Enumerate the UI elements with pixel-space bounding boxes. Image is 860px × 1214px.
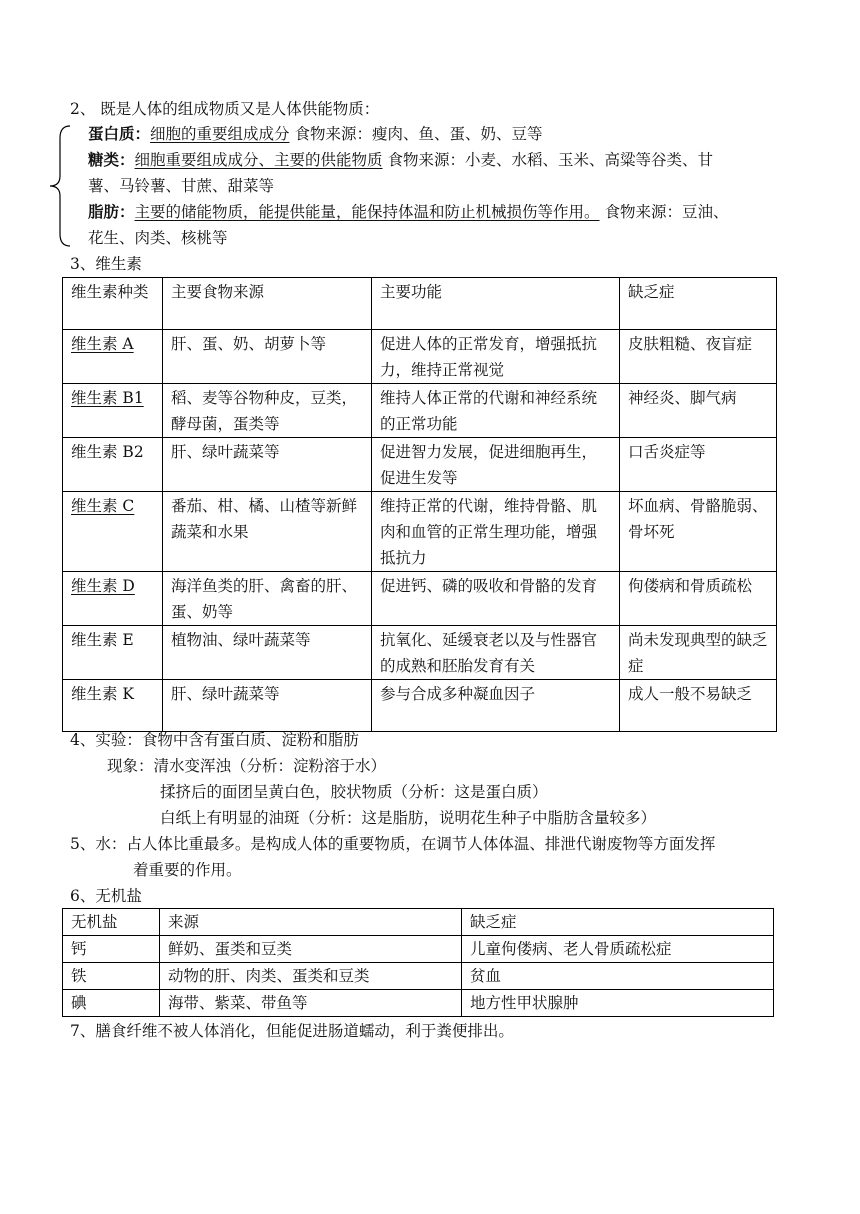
table-row — [63, 384, 777, 438]
food-source: 稻、麦等谷物种皮，豆类，酵母菌，蛋类等 — [163, 384, 372, 438]
main-function: 维持人体正常的代谢和神经系统的正常功能 — [372, 384, 620, 438]
protein-line — [88, 122, 542, 146]
deficiency: 尚未发现典型的缺乏症 — [620, 626, 777, 680]
sugar-line — [88, 148, 713, 172]
section-5-line-1: 5、水：占人体比重最多。是构成人体的重要物质，在调节人体体温、排泄代谢废物等方面发挥 — [70, 835, 716, 853]
experiment-observation-1: 现象：清水变浑浊（分析：淀粉溶于水） — [107, 757, 387, 775]
protein-name: 蛋白质： — [88, 125, 151, 143]
section-4-heading: 4、实验：食物中含有蛋白质、淀粉和脂肪 — [70, 731, 359, 749]
table-row — [63, 936, 774, 963]
header-cell: 缺乏症 — [462, 909, 774, 936]
header-cell: 主要功能 — [372, 278, 620, 330]
fat-name: 脂肪： — [88, 203, 135, 221]
sugar-name: 糖类： — [88, 151, 135, 169]
deficiency: 神经炎、脚气病 — [620, 384, 777, 438]
sugar-function: 细胞重要组成成分、主要的供能物质 — [134, 151, 383, 169]
deficiency: 成人一般不易缺乏 — [620, 680, 777, 732]
vitamin-table — [62, 277, 777, 732]
vitamin-name: 维生素 B1 — [71, 389, 144, 407]
mineral-name: 碘 — [63, 990, 160, 1017]
food-source: 植物油、绿叶蔬菜等 — [163, 626, 372, 680]
table-row — [63, 963, 774, 990]
main-function: 维持正常的代谢，维持骨骼、肌肉和血管的正常生理功能，增强抵抗力 — [372, 492, 620, 572]
vitamin-name: 维生素 C — [71, 497, 135, 515]
mineral-deficiency: 贫血 — [462, 963, 774, 990]
vitamin-name: 维生素 D — [71, 577, 135, 595]
header-cell: 维生素种类 — [63, 278, 163, 330]
header-cell: 无机盐 — [63, 909, 160, 936]
deficiency: 佝偻病和骨质疏松 — [620, 572, 777, 626]
fat-line — [88, 200, 728, 224]
table-row — [63, 990, 774, 1017]
table-row — [63, 330, 777, 384]
mineral-deficiency: 地方性甲状腺肿 — [462, 990, 774, 1017]
vitamin-name: 维生素 B2 — [63, 438, 163, 492]
mineral-source: 动物的肝、肉类、蛋类和豆类 — [160, 963, 462, 990]
protein-source: 食物来源：瘦肉、鱼、蛋、奶、豆等 — [289, 125, 543, 143]
food-source: 肝、蛋、奶、胡萝卜等 — [163, 330, 372, 384]
mineral-name: 铁 — [63, 963, 160, 990]
header-cell: 主要食物来源 — [163, 278, 372, 330]
deficiency: 皮肤粗糙、夜盲症 — [620, 330, 777, 384]
table-row — [63, 626, 777, 680]
section-7-line: 7、膳食纤维不被人体消化，但能促进肠道蠕动，利于粪便排出。 — [70, 1022, 514, 1040]
section-3-heading: 3、维生素 — [70, 255, 142, 273]
food-source: 海洋鱼类的肝、禽畜的肝、蛋、奶等 — [163, 572, 372, 626]
main-function: 促进智力发展，促进细胞再生，促进生发等 — [372, 438, 620, 492]
table-row — [63, 438, 777, 492]
table-header-row — [63, 278, 777, 330]
header-cell: 缺乏症 — [620, 278, 777, 330]
table-row — [63, 680, 777, 732]
fat-source-cont: 花生、肉类、核桃等 — [88, 229, 228, 247]
food-source: 肝、绿叶蔬菜等 — [163, 680, 372, 732]
table-header-row — [63, 909, 774, 936]
section-5-line-2: 着重要的作用。 — [133, 861, 242, 879]
protein-function: 细胞的重要组成成分 — [150, 125, 290, 143]
left-brace-icon — [44, 124, 74, 248]
mineral-deficiency: 儿童佝偻病、老人骨质疏松症 — [462, 936, 774, 963]
main-function: 抗氧化、延缓衰老以及与性器官的成熟和胚胎发育有关 — [372, 626, 620, 680]
mineral-source: 海带、紫菜、带鱼等 — [160, 990, 462, 1017]
mineral-source: 鲜奶、蛋类和豆类 — [160, 936, 462, 963]
table-row — [63, 572, 777, 626]
header-cell: 来源 — [160, 909, 462, 936]
vitamin-name: 维生素 E — [63, 626, 163, 680]
main-function: 促进钙、磷的吸收和骨骼的发育 — [372, 572, 620, 626]
vitamin-name: 维生素 A — [71, 335, 134, 353]
sugar-source-cont: 薯、马铃薯、甘蔗、甜菜等 — [88, 177, 275, 195]
mineral-table — [62, 908, 774, 1017]
deficiency: 口舌炎症等 — [620, 438, 777, 492]
table-row — [63, 492, 777, 572]
main-function: 参与合成多种凝血因子 — [372, 680, 620, 732]
section-6-heading: 6、无机盐 — [70, 887, 142, 905]
main-function: 促进人体的正常发育，增强抵抗力，维持正常视觉 — [372, 330, 620, 384]
fat-source: 食物来源：豆油、 — [599, 203, 729, 221]
deficiency: 坏血病、骨骼脆弱、骨坏死 — [620, 492, 777, 572]
fat-function: 主要的储能物质，能提供能量，能保持体温和防止机械损伤等作用。 — [134, 203, 600, 221]
sugar-source: 食物来源：小麦、水稻、玉米、高粱等谷类、甘 — [382, 151, 713, 169]
food-source: 番茄、柑、橘、山楂等新鲜蔬菜和水果 — [163, 492, 372, 572]
vitamin-name: 维生素 K — [63, 680, 163, 732]
experiment-observation-3: 白纸上有明显的油斑（分析：这是脂肪，说明花生种子中脂肪含量较多） — [160, 809, 657, 827]
experiment-observation-2: 揉挤后的面团呈黄白色，胶状物质（分析：这是蛋白质） — [160, 783, 548, 801]
food-source: 肝、绿叶蔬菜等 — [163, 438, 372, 492]
section-2-heading: 2、 既是人体的组成物质又是人体供能物质： — [70, 100, 380, 118]
mineral-name: 钙 — [63, 936, 160, 963]
